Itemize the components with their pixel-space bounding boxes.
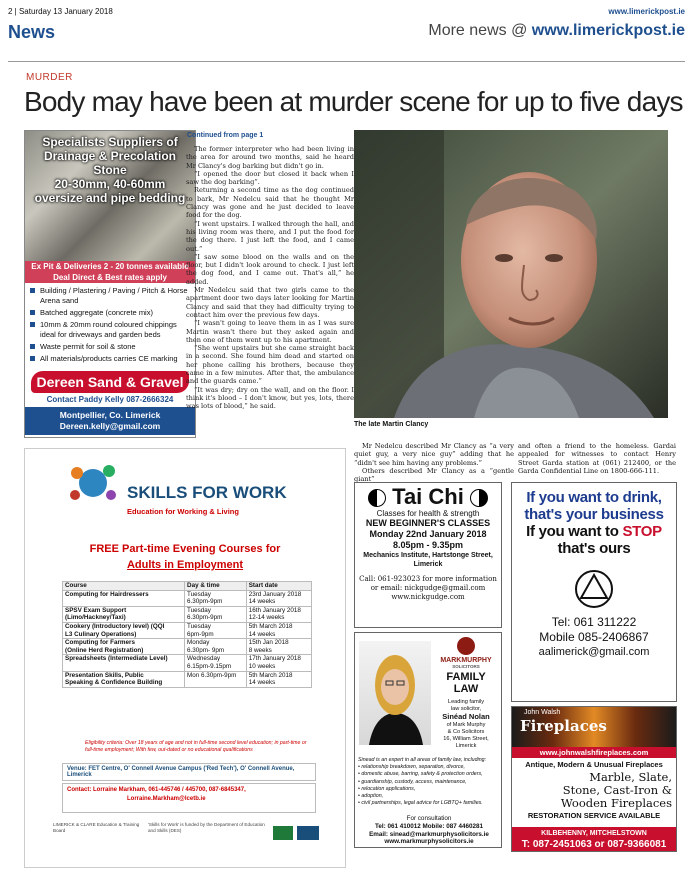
table-cell: 16th January 2018 12-14 weeks [246, 606, 311, 622]
fire-name-small: John Walsh [524, 709, 561, 716]
skills-contact-email[interactable]: Lorraine.Markham@lcetb.ie [127, 796, 206, 802]
skills-contact-line-1: Contact: Lorraine Markham, 061-445746 / 445700, 087-6845347, [67, 787, 246, 793]
law-intro: Sinead is an expert in all areas of family law, including: [358, 757, 487, 763]
fire-location: KILBEHENNY, MITCHELSTOWN [541, 830, 647, 837]
more-news-prefix: More news @ [428, 22, 532, 39]
law-phones[interactable]: Tel: 061 410012 Mobile: 087 4460281 [374, 822, 484, 830]
table-row [63, 622, 312, 638]
law-brand [433, 637, 499, 669]
fire-sub: Antique, Modern & Unusual Fireplaces [525, 760, 663, 769]
law-service: adoption, [361, 793, 384, 800]
skills-logo-icon [63, 457, 123, 507]
table-row [63, 671, 312, 687]
skills-eligibility: Eligibility criteria: Over 18 years of age and not in full-time second level education; in part-time or full-time employment; With few, out-dated or no educational qualifications [85, 740, 307, 753]
ad-dereen-email[interactable]: Dereen.kelly@gmail.com [59, 421, 161, 431]
ad-family-law[interactable] [354, 632, 502, 848]
table-cell: Spreadsheets (Intermediate Level) [63, 655, 185, 671]
courses-table [62, 581, 312, 688]
taichi-email[interactable]: or email: nickgudge@gmail.com [370, 584, 486, 592]
ad-tai-chi[interactable] [354, 482, 502, 628]
law-desc: & Co Solicitors [447, 729, 485, 735]
section-bar [8, 22, 685, 62]
skills-free-courses [25, 541, 345, 573]
law-desc: 16, William Street, [443, 736, 489, 742]
law-title-2: LAW [453, 683, 479, 695]
section-title: News [8, 22, 56, 42]
list-item: • relocation applications, [358, 785, 416, 792]
article-lower-col-2: and often a friend to the homeless. Gardai appealed for witnesses to contact Henry Street Garda station at (061) 212400, or the Garda Confidential Line on 1800-666-111. [518, 442, 676, 475]
ireland-fund-logo [273, 826, 293, 840]
list-item: 10mm & 20mm round coloured chippings ideal for driveways and garden beds [30, 320, 190, 340]
table-cell: Tuesday 6.30pm-9pm [185, 606, 247, 622]
skills-free-adults: Adults in Employment [126, 559, 244, 571]
table-header: Start date [246, 582, 311, 591]
ad-dereen-contact: Contact Paddy Kelly 087-2666324 [46, 395, 174, 404]
law-desc: Limerick [455, 743, 477, 749]
taichi-website[interactable]: www.nickgudge.com [391, 593, 465, 601]
table-cell: 23rd January 2018 14 weeks [246, 590, 311, 606]
taichi-title: Tai Chi [392, 484, 464, 509]
table-cell: Cookery (Introductory level) (QQI L3 Culinary Operations) [63, 622, 185, 638]
list-item: • adoption, [358, 793, 384, 800]
site-url[interactable]: www.limerickpost.ie [608, 6, 685, 16]
page-info: 2 | Saturday 13 January 2018 [8, 6, 113, 16]
drink-stop: STOP [622, 523, 662, 540]
table-cell: SPSV Exam Support (Limo/Hackney/Taxi) [63, 606, 185, 622]
ad-dereen-sand-gravel[interactable] [24, 130, 196, 438]
skills-contact [62, 783, 316, 813]
law-website[interactable]: www.markmurphysolicitors.ie [384, 838, 474, 846]
drink-tel[interactable]: Tel: 061 311222 [551, 615, 637, 629]
drink-line-1: If you want to drink, [526, 489, 662, 506]
fire-line: Marble, Slate, [589, 770, 672, 784]
list-item: • relationship breakdown, separation, divorce, [358, 764, 465, 771]
taichi-line: Call: 061-923023 for more information [359, 575, 497, 583]
ad-dereen-headline-2: Drainage & Precolation Stone [43, 149, 177, 177]
table-cell: Mon 6.30pm-9pm [185, 671, 247, 687]
law-cons-line: For consultation [406, 815, 452, 822]
ad-dereen-offer-2: Deal Direct & Best rates apply [25, 272, 195, 283]
more-news [428, 22, 685, 40]
table-cell: 5th March 2018 14 weeks [246, 622, 311, 638]
drink-line-4: that's ours [557, 540, 631, 557]
fire-line: Stone, Cast-Iron & [562, 783, 672, 797]
table-header: Day & time [185, 582, 247, 591]
skills-funding-note: 'Skills for Work' is funded by the Department of Education and Skills (DES) [148, 822, 265, 833]
law-title [433, 671, 499, 695]
fire-phone[interactable]: T: 087-2451063 or 087-9366081 [521, 839, 667, 850]
ad-dereen-footer [25, 407, 195, 435]
law-consultation [355, 815, 503, 846]
article-paragraph: Returning a second time as the dog continued to bark, Mr Nedelcu said that he thought Mr Clancy was gone and he just decided to leave food for the dog. [186, 186, 354, 220]
law-desc: of Mark Murphy [446, 722, 486, 728]
table-header: Course [63, 582, 185, 591]
list-item: All materials/products carries CE marking [30, 354, 190, 364]
list-item: • civil partnerships, legal advice for LGBTQ+ families. [358, 800, 483, 807]
more-news-link[interactable]: www.limerickpost.ie [531, 22, 685, 39]
law-logo-icon [457, 637, 475, 655]
fire-name-big: Fireplaces [520, 717, 607, 735]
law-title-1: FAMILY [446, 671, 486, 683]
skills-title: SKILLS FOR WORK [127, 483, 287, 502]
table-row [63, 655, 312, 671]
fire-footer [512, 827, 676, 851]
ad-dereen-headline-1: Specialists Suppliers of [42, 135, 178, 149]
law-desc: law solicitor, [450, 706, 482, 712]
article-body [186, 145, 354, 411]
skills-free-word: FREE [89, 543, 119, 555]
skills-subtitle: Education for Working & Living [127, 507, 239, 516]
ad-dereen-list [25, 283, 195, 369]
ad-alcoholics-anonymous[interactable] [511, 482, 677, 702]
fire-line: Wooden Fireplaces [560, 796, 672, 810]
yin-yang-icon [368, 489, 386, 507]
law-brand-name: MARKMURPHY [440, 657, 492, 664]
law-service: relocation applications, [361, 785, 416, 792]
ad-skills-for-work[interactable] [24, 448, 346, 868]
portrait-illustration [359, 641, 431, 745]
solicitor-photo [359, 641, 431, 745]
ad-dereen-logo: Dereen Sand & Gravel [31, 371, 189, 393]
law-email[interactable]: Email: sinead@markmurphysolicitors.ie [369, 830, 489, 838]
law-service: relationship breakdown, separation, divorce, [361, 764, 465, 771]
article-photo [354, 130, 668, 418]
taichi-line: Monday 22nd January 2018 [369, 529, 487, 539]
table-cell: Computing for Farmers (Online Herd Registration) [63, 639, 185, 655]
drink-line-3 [512, 523, 676, 540]
skills-venue: Venue: FET Centre, O' Connell Avenue Campus ('Red Tech'), O' Connell Avenue, Limerick [62, 763, 316, 781]
law-services [358, 757, 502, 807]
drink-line-2: that's your business [524, 506, 664, 523]
article-kicker: MURDER [26, 72, 73, 83]
law-service: domestic abuse, barring, safety & protection orders, [361, 771, 483, 778]
article-lower-col-1 [354, 442, 514, 483]
skills-free-line: Part-time Evening Courses for [118, 543, 281, 555]
photo-caption: The late Martin Clancy [354, 421, 429, 428]
taichi-line: Mechanics Institute, Hartstonge Street, Limerick [363, 552, 493, 568]
taichi-line: Classes for health & strength [376, 509, 480, 518]
table-row [63, 639, 312, 655]
lcetb-logo-text: LIMERICK & CLARE Education & Training Board [53, 822, 140, 833]
article-paragraph: “I went upstairs. I walked through the hall, and his living room was there, and I put the food for the dog there. I just left the food, and I came out.” [186, 219, 354, 253]
article-paragraph: “I opened the door but closed it back when I saw the dog barking”. [186, 169, 354, 187]
courses-table-body [63, 590, 312, 687]
table-cell: 17th January 2018 10 weeks [246, 655, 311, 671]
article-paragraph: Mr Nedelcu described Mr Clancy as “a very quiet guy, a very nice guy” adding that he “didn't see him having any problems.” [354, 442, 514, 467]
law-service: civil partnerships, legal advice for LGBTQ+ families. [361, 800, 483, 807]
taichi-title-row [355, 485, 501, 509]
law-service: guardianship, custody, access, maintenance, [361, 778, 467, 785]
table-cell: Computing for Hairdressers [63, 590, 185, 606]
article-paragraph: “It was dry; dry on the wall, and on the floor. I think it's blood – I don't know, but yes, lots, there was lots of blood,” he said. [186, 385, 354, 411]
aa-triangle-icon [574, 569, 614, 609]
table-cell: Tuesday 6pm-9pm [185, 622, 247, 638]
taichi-line: NEW BEGINNER'S CLASSES [365, 518, 491, 528]
ad-dereen-address: Montpellier, Co. Limerick [59, 410, 161, 420]
ad-dereen-headline-3: 20-30mm, 40-60mm [54, 177, 166, 191]
ad-dereen-banner [25, 131, 195, 261]
drink-line-3-text: If you want to [526, 523, 623, 540]
table-row [63, 590, 312, 606]
taichi-line: 8.05pm - 9.35pm [392, 540, 464, 550]
list-item: • guardianship, custody, access, maintenance, [358, 778, 467, 785]
list-item: • domestic abuse, barring, safety & protection orders, [358, 771, 483, 778]
skills-footer [53, 822, 323, 860]
table-cell: 5th March 2018 14 weeks [246, 671, 311, 687]
fire-url[interactable]: www.johnwalshfireplaces.com [512, 747, 676, 758]
table-cell: Wednesday 6.15pm-9.15pm [185, 655, 247, 671]
list-item: Batched aggregate (concrete mix) [30, 308, 190, 318]
fireplace-banner [512, 707, 676, 747]
drink-email[interactable]: aalimerick@gmail.com [538, 646, 650, 658]
table-cell: Monday 6.30pm- 9pm [185, 639, 247, 655]
article-paragraph: “I wasn't going to leave them in as I was sure Martin wasn't there but they asked again and then one of them went up to his apartment. [186, 319, 354, 344]
article-paragraph: “She went upstairs but she came straight back in a second. She found him dead and started on her phone calling his brothers, because they came in a few minutes. After that, the ambulance and the guards came.” [186, 344, 354, 386]
article-paragraph: Mr Nedelcu said that two girls came to the apartment door two days later looking for Martin Clancy and said that they had difficulty trying to contact him over the previous few days. [186, 286, 354, 319]
drink-mobile[interactable]: Mobile 085-2406867 [539, 630, 649, 644]
list-item: Building / Plastering / Paving / Pitch & Horse Arena sand [30, 286, 190, 306]
portrait-illustration [354, 130, 668, 418]
page-header-strip [8, 4, 685, 18]
yin-yang-icon [470, 489, 488, 507]
continued-note: Continued from page 1 [187, 132, 264, 139]
law-desc: Leading family [447, 699, 485, 705]
article-paragraph: “I saw some blood on the walls and on the floor, but I didn't look around to check. I just left the dog food, and I came out. That's all,” he added. [186, 252, 354, 286]
article-headline: Body may have been at murder scene for up to five days [24, 86, 683, 117]
fire-service: RESTORATION SERVICE AVAILABLE [527, 811, 661, 820]
table-cell: Tuesday 6.30pm-9pm [185, 590, 247, 606]
table-cell: 15th Jan 2018 8 weeks [246, 639, 311, 655]
table-row [63, 606, 312, 622]
law-info [433, 699, 499, 750]
article-paragraph: Others described Mr Clancy as a “gentle giant” [354, 466, 514, 484]
ad-john-walsh-fireplaces[interactable] [511, 706, 677, 852]
law-name: Sinéad Nolan [442, 712, 490, 721]
article-paragraph: The former interpreter who had been living in the area for around two months, said he heard Mr Clancy's dog barking but didn't go in. [186, 145, 354, 170]
ad-dereen-headline-4: oversize and pipe bedding [34, 191, 186, 205]
table-cell: Presentation Skills, Public Speaking & Confidence Building [63, 671, 185, 687]
des-logo [297, 826, 319, 840]
ad-dereen-offer-1: Ex Pit & Deliveries 2 - 20 tonnes available [25, 261, 195, 272]
law-brand-sub: SOLICITORS [452, 664, 480, 669]
list-item: Waste permit for soil & stone [30, 342, 190, 352]
